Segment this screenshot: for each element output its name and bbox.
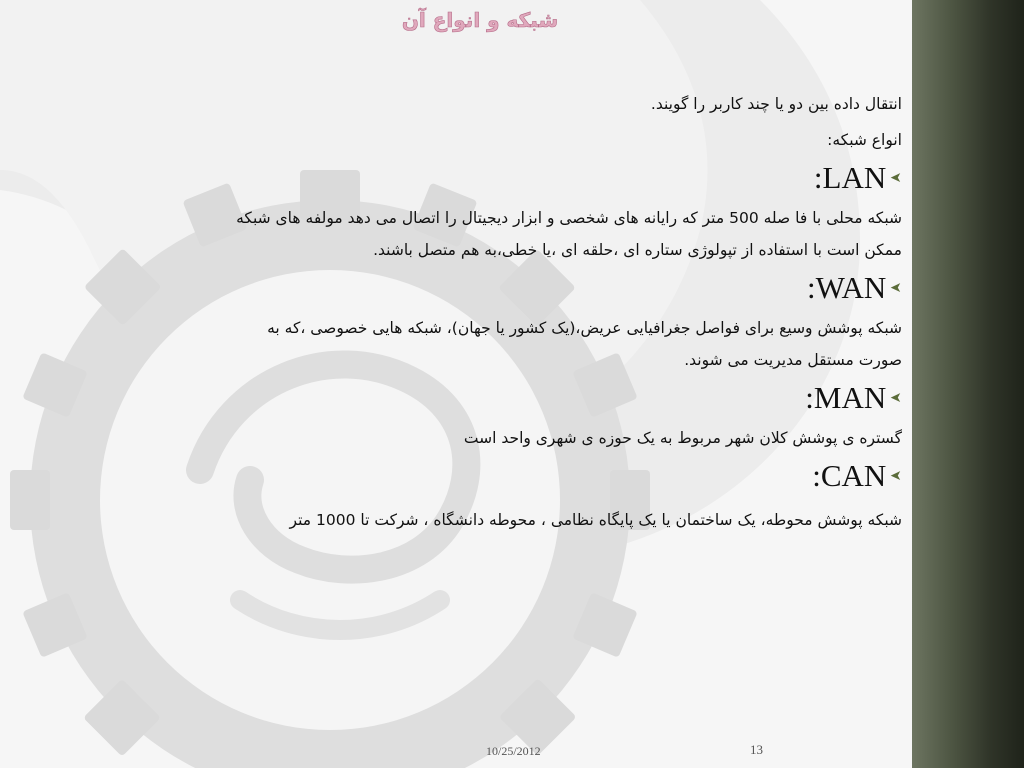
arrowhead-bullet-icon: ➤: [890, 390, 902, 406]
man-colon: :: [805, 380, 814, 415]
lan-heading: [60, 160, 902, 196]
wan-label: WAN: [815, 270, 887, 305]
arrowhead-bullet-icon: ➤: [890, 280, 902, 296]
man-heading: [60, 380, 902, 416]
lan-line-1: شبکه محلی با فا صله 500 متر که رایانه های شخصی و ابزار دیجیتال را اتصال می دهد مولفه های شبکه: [236, 209, 902, 227]
types-label: انواع شبکه:: [827, 131, 902, 149]
slide-title: شبکه و انواع آن: [401, 8, 559, 32]
intro-text: انتقال داده بین دو یا چند کاربر را گویند.: [650, 95, 902, 113]
man-line-1: گستره ی پوشش کلان شهر مربوط به یک حوزه ی شهری واحد است: [463, 429, 902, 447]
can-label: CAN: [820, 458, 887, 493]
wan-line-1: شبکه پوشش وسیع برای فواصل جغرافیایی عریض،(یک کشور یا جهان)، شبکه هایی خصوصی ،که به: [267, 319, 902, 337]
man-label: MAN: [813, 380, 887, 415]
wan-heading: [60, 270, 902, 306]
footer-date: 10/25/2012: [486, 744, 541, 758]
can-line-1: شبکه پوشش محوطه، یک ساختمان یا یک پایگاه نظامی ، محوطه دانشگاه ، شرکت تا 1000 متر: [289, 511, 902, 529]
lan-line-2: ممکن است با استفاده از تپولوژی ستاره ای ،حلقه ای ،یا خطی،به هم متصل باشند.: [373, 241, 902, 259]
slide-content: [60, 88, 902, 536]
arrowhead-bullet-icon: ➤: [890, 170, 902, 186]
lan-label: LAN: [822, 160, 887, 195]
wan-line-2: صورت مستقل مدیریت می شوند.: [684, 351, 902, 369]
can-colon: :: [812, 458, 821, 493]
lan-colon: :: [813, 160, 823, 195]
wan-colon: :: [807, 270, 816, 305]
slide-number: 13: [750, 742, 763, 757]
side-panel: [912, 0, 1024, 768]
arrowhead-bullet-icon: ➤: [890, 468, 902, 484]
can-heading: [60, 458, 902, 494]
